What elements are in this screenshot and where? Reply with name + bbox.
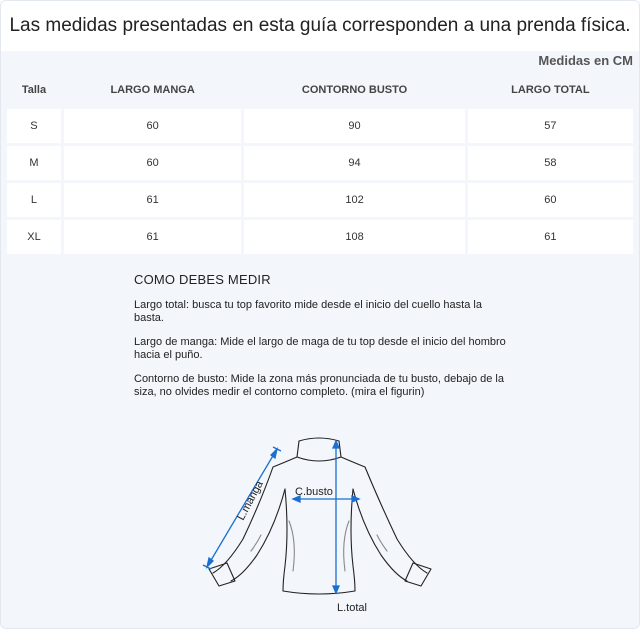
units-label: Medidas en CM [538,53,633,68]
guide-paragraph-largo-total: Largo total: busca tu top favorito mide desde el inicio del cuello hasta la basta. [134,299,482,324]
table-row [7,220,633,254]
column-header: LARGO TOTAL [468,74,633,106]
table-cell: S [7,109,61,143]
guide-paragraph-largo-manga: Largo de manga: Mide el largo de maga de tu top desde el inicio del hombro hacia el puño. [134,336,506,361]
total-length-arrow-icon [333,441,339,593]
bust-label: C.busto [295,486,333,498]
table-header-row [7,74,633,106]
table-cell: 58 [468,146,633,180]
table-cell: 90 [244,109,464,143]
table-cell: L [7,183,61,217]
table-cell: 60 [64,146,241,180]
size-table [4,71,636,257]
table-cell: 60 [468,183,633,217]
table-cell: M [7,146,61,180]
table-cell: 108 [244,220,464,254]
table-cell: 61 [64,183,241,217]
table-row [7,109,633,143]
table-cell: 60 [64,109,241,143]
guide-paragraph-contorno-busto: Contorno de busto: Mide la zona más pronunciada de tu busto, debajo de la siza, no olvides medir el contorno completo. (mira el figurin) [134,373,504,398]
table-row [7,183,633,217]
table-row [7,146,633,180]
sleeve-label: L.manga [235,478,266,523]
column-header: LARGO MANGA [64,74,241,106]
table-cell: 102 [244,183,464,217]
column-header: CONTORNO BUSTO [244,74,464,106]
table-cell: XL [7,220,61,254]
measuring-guide [134,272,514,410]
table-cell: 94 [244,146,464,180]
notice-text: Las medidas presentadas en esta guía corresponden a una prenda física. [1,1,639,51]
guide-title: COMO DEBES MEDIR [134,272,271,287]
table-cell: 61 [468,220,633,254]
column-header: Talla [7,74,61,106]
table-cell: 57 [468,109,633,143]
table-cell: 61 [64,220,241,254]
garment-figure [191,431,451,621]
total-label: L.total [337,602,367,614]
